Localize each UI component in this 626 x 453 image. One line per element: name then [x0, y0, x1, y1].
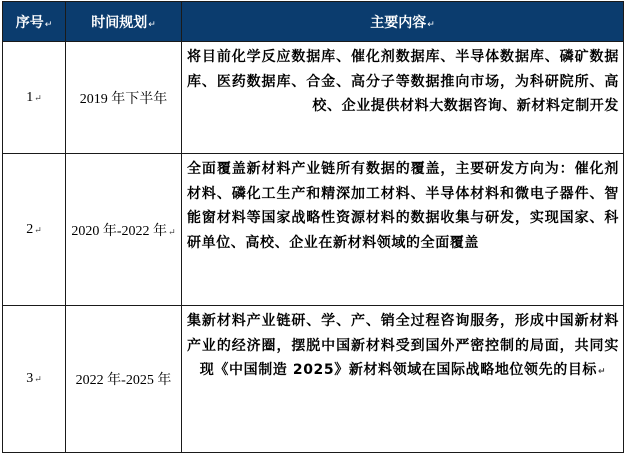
paragraph-mark-icon: ↵	[34, 92, 42, 103]
content-cell	[182, 306, 624, 453]
content-text: 全面覆盖新材料产业链所有数据的覆盖，主要研发方向为：催化剂材料、磷化工生产和精深加工材料、半导体材料和微电子器件、智能窗材料等国家战略性资源材料的数据收集与研发，实现国家、科研单位、高校、企业在新材料领域的全面覆盖	[187, 161, 619, 251]
row-number: 1	[26, 89, 34, 105]
header-content	[182, 2, 624, 42]
paragraph-mark-icon: ↵	[34, 224, 42, 235]
time-value: 2019 年下半年	[79, 91, 168, 107]
row-number-cell	[3, 306, 66, 453]
table-row	[3, 154, 624, 306]
header-no	[3, 2, 66, 42]
paragraph-mark-icon: ↵	[598, 367, 607, 377]
content-text: 集新材料产业链研、学、产、销全过程咨询服务，形成中国新材料产业的经济圈，摆脱中国新材料受到国外严密控制的局面，共同实现《中国制造 2025》新材料领域在国际战略地位领先的目标	[187, 313, 619, 378]
header-content-label: 主要内容	[370, 14, 427, 31]
time-cell	[66, 306, 182, 453]
row-number: 2	[26, 221, 34, 237]
header-row	[3, 2, 624, 42]
paragraph-mark-icon: ↵	[44, 19, 53, 30]
table-row	[3, 42, 624, 154]
header-time-label: 时间规划	[91, 14, 148, 31]
paragraph-mark-icon: ↵	[168, 226, 176, 237]
time-cell	[66, 154, 182, 306]
paragraph-mark-icon: ↵	[34, 374, 42, 384]
content-cell	[182, 154, 624, 306]
content-text: 将目前化学反应数据库、催化剂数据库、半导体数据库、磷矿数据库、医药数据库、合金、高分子等数据推向市场，为科研院所、高校、企业提供材料大数据咨询、新材料定制开发	[187, 49, 619, 114]
row-number: 3	[26, 371, 34, 386]
roadmap-table	[2, 1, 624, 453]
header-no-label: 序号	[15, 14, 44, 31]
time-value: 2022 年-2025 年	[75, 373, 172, 388]
content-cell	[182, 42, 624, 154]
header-time	[66, 2, 182, 42]
row-number-cell	[3, 42, 66, 154]
time-value: 2020 年-2022 年	[71, 223, 168, 239]
paragraph-mark-icon: ↵	[427, 19, 435, 30]
row-number-cell	[3, 154, 66, 306]
table-row	[3, 306, 624, 453]
paragraph-mark-icon: ↵	[148, 19, 156, 30]
time-cell	[66, 42, 182, 154]
